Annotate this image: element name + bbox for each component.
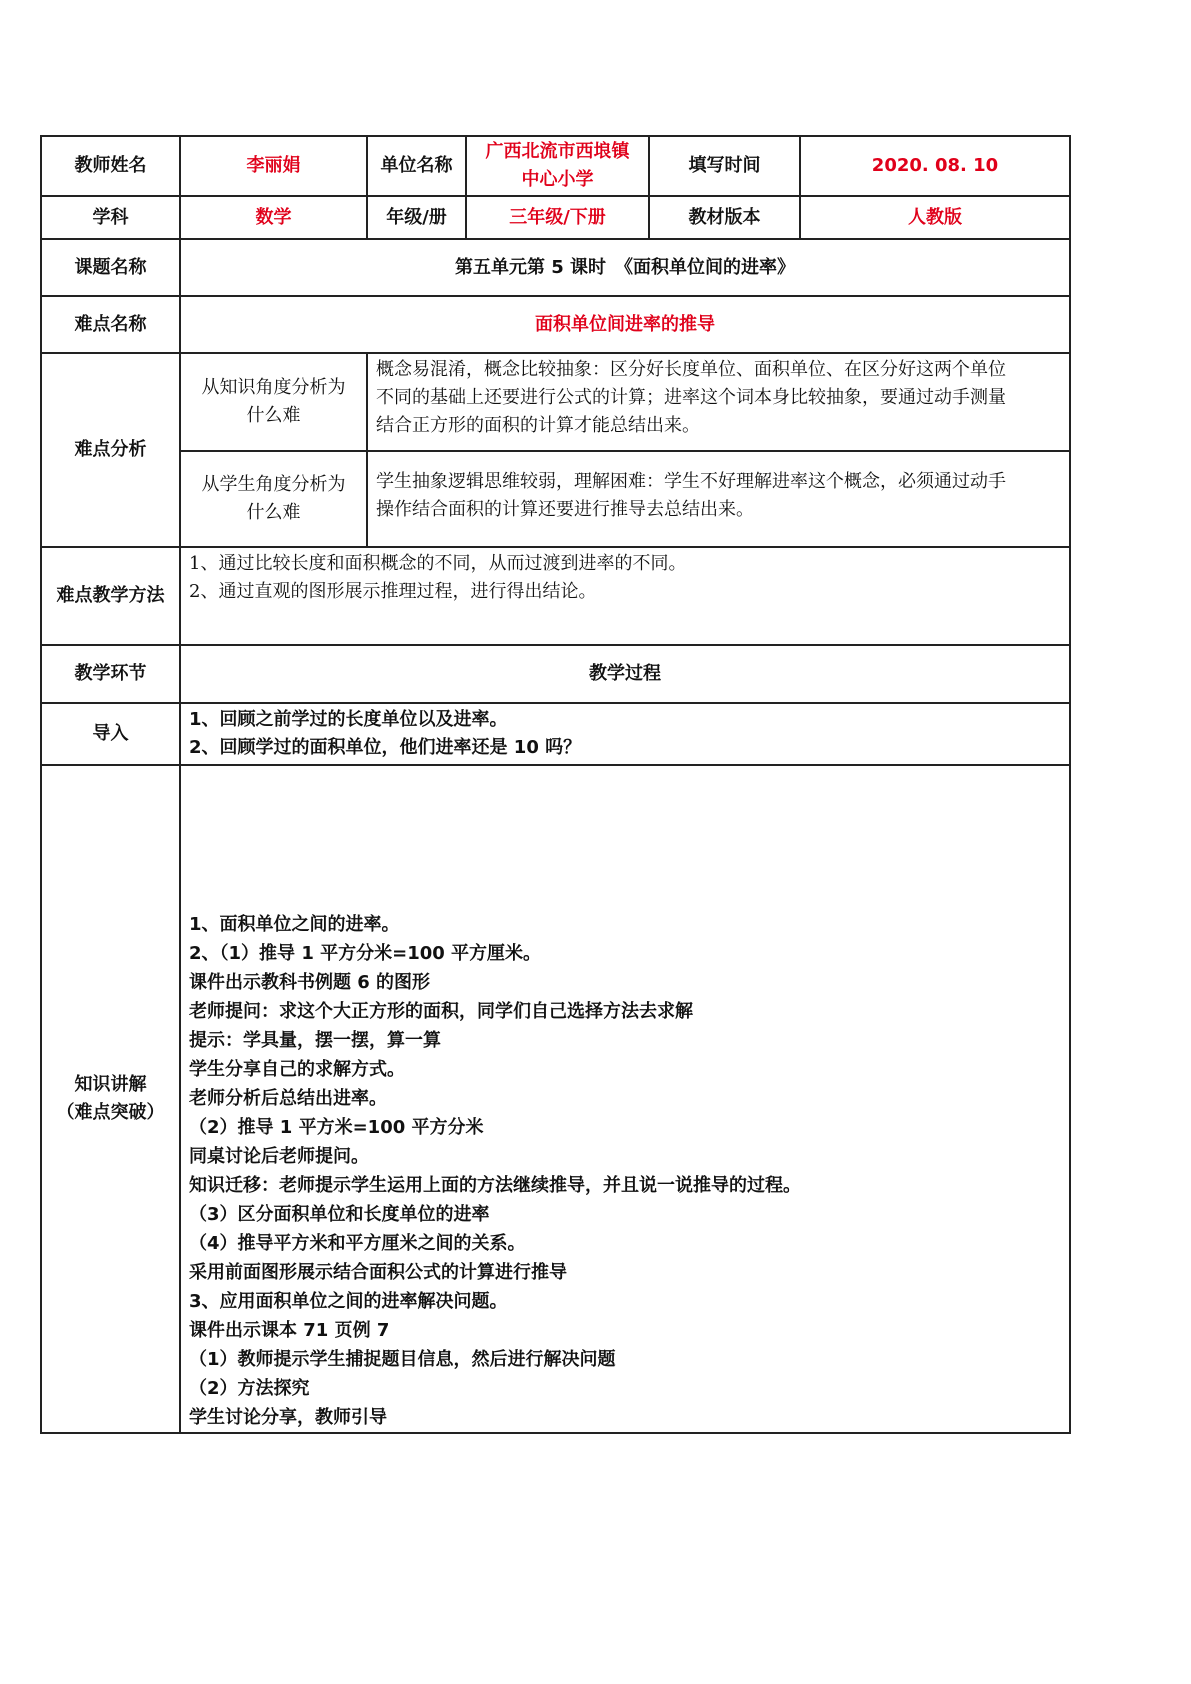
explain-line: 学生分享自己的求解方式。	[189, 1059, 405, 1080]
explain-line: 2、（1）推导 1 平方分米=100 平方厘米。	[189, 943, 542, 964]
subject-value: 数学	[180, 196, 367, 239]
difficulty-value: 面积单位间进率的推导	[180, 296, 1070, 353]
student-angle-label-2: 什么难	[246, 502, 301, 523]
edition-value: 人教版	[800, 196, 1070, 239]
edition-label: 教材版本	[649, 196, 800, 239]
student-angle-label-1: 从学生角度分析为	[201, 474, 346, 495]
unit-name-line-1: 广西北流市西埌镇	[485, 141, 630, 162]
explain-line: 同桌讨论后老师提问。	[189, 1146, 369, 1167]
student-analysis-text	[367, 451, 1070, 547]
unit-name	[466, 136, 649, 196]
teacher-label: 教师姓名	[41, 136, 180, 196]
explain-text	[180, 765, 1070, 1433]
intro-text	[180, 703, 1070, 765]
explain-line: 提示：学具量，摆一摆，算一算	[189, 1030, 441, 1051]
explain-line: 3、应用面积单位之间的进率解决问题。	[189, 1291, 508, 1312]
difficulty-row	[41, 296, 1070, 353]
date-value: 2020. 08. 10	[800, 136, 1070, 196]
explain-line: （2）推导 1 平方米=100 平方分米	[189, 1117, 484, 1138]
lesson-value: 第五单元第 5 课时 《面积单位间的进率》	[180, 239, 1070, 296]
explain-line: 老师提问：求这个大正方形的面积，同学们自己选择方法去求解	[189, 1001, 693, 1022]
grade-label: 年级/册	[367, 196, 466, 239]
explain-label-1: 知识讲解	[74, 1074, 147, 1095]
intro-label: 导入	[41, 703, 180, 765]
method-line: 1、通过比较长度和面积概念的不同，从而过渡到进率的不同。	[189, 553, 687, 574]
grade-value: 三年级/下册	[466, 196, 649, 239]
explain-line: （4）推导平方米和平方厘米之间的关系。	[189, 1233, 526, 1254]
explain-line: 老师分析后总结出进率。	[189, 1088, 387, 1109]
header-row-1	[41, 136, 1070, 196]
explain-line: 课件出示教科书例题 6 的图形	[189, 972, 431, 993]
analysis-knowledge-row	[41, 353, 1070, 451]
explain-line: 学生讨论分享，教师引导	[189, 1407, 387, 1428]
subject-label: 学科	[41, 196, 180, 239]
method-row	[41, 547, 1070, 645]
lesson-label: 课题名称	[41, 239, 180, 296]
student-line: 学生抽象逻辑思维较弱，理解困难：学生不好理解进率这个概念，必须通过动手	[376, 471, 1006, 492]
knowledge-angle-label	[180, 353, 367, 451]
difficulty-label: 难点名称	[41, 296, 180, 353]
intro-row	[41, 703, 1070, 765]
method-line: 2、通过直观的图形展示推理过程，进行得出结论。	[189, 581, 597, 602]
knowledge-line: 结合正方形的面积的计算才能总结出来。	[376, 415, 700, 436]
process-label: 教学过程	[180, 645, 1070, 703]
teacher-name: 李丽娟	[180, 136, 367, 196]
analysis-student-row	[41, 451, 1070, 547]
explain-line: （2）方法探究	[189, 1378, 310, 1399]
student-line: 操作结合面积的计算还要进行推导去总结出来。	[376, 499, 754, 520]
explain-row	[41, 765, 1070, 1433]
explain-line: 1、面积单位之间的进率。	[189, 914, 400, 935]
method-label: 难点教学方法	[41, 547, 180, 645]
explain-line: 知识迁移：老师提示学生运用上面的方法继续推导，并且说一说推导的过程。	[189, 1175, 801, 1196]
explain-line: 采用前面图形展示结合面积公式的计算进行推导	[189, 1262, 567, 1283]
lesson-plan-table	[40, 135, 1071, 1434]
date-label: 填写时间	[649, 136, 800, 196]
explain-line: 课件出示课本 71 页例 7	[189, 1320, 390, 1341]
intro-line: 1、回顾之前学过的长度单位以及进率。	[189, 709, 508, 730]
knowledge-line: 不同的基础上还要进行公式的计算；进率这个词本身比较抽象，要通过动手测量	[376, 387, 1006, 408]
knowledge-angle-label-1: 从知识角度分析为	[201, 377, 346, 398]
unit-label: 单位名称	[367, 136, 466, 196]
explain-label	[41, 765, 180, 1433]
intro-line: 2、回顾学过的面积单位，他们进率还是 10 吗？	[189, 737, 582, 758]
header-row-2	[41, 196, 1070, 239]
explain-label-2: （难点突破）	[56, 1102, 165, 1123]
explain-line: （1）教师提示学生捕捉题目信息，然后进行解决问题	[189, 1349, 616, 1370]
analysis-label: 难点分析	[41, 353, 180, 547]
unit-name-line-2: 中心小学	[521, 169, 594, 190]
knowledge-angle-label-2: 什么难	[246, 405, 301, 426]
method-text	[180, 547, 1070, 645]
lesson-row	[41, 239, 1070, 296]
process-header-row	[41, 645, 1070, 703]
student-angle-label	[180, 451, 367, 547]
process-stage-label: 教学环节	[41, 645, 180, 703]
explain-line: （3）区分面积单位和长度单位的进率	[189, 1204, 490, 1225]
knowledge-line: 概念易混淆，概念比较抽象：区分好长度单位、面积单位、在区分好这两个单位	[376, 359, 1006, 380]
knowledge-analysis-text	[367, 353, 1070, 451]
